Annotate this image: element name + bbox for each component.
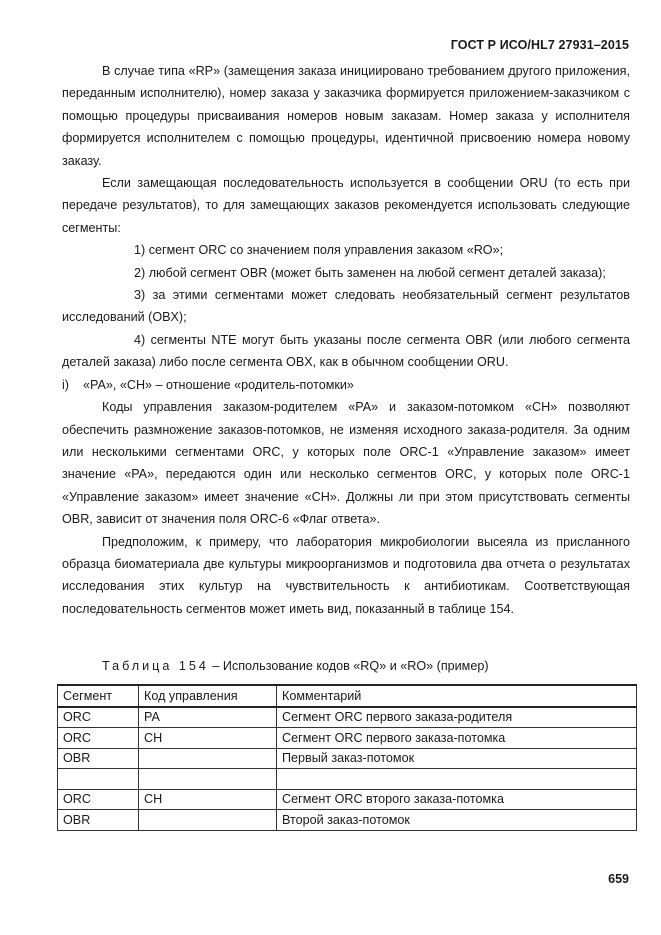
paragraph-rp: В случае типа «RP» (замещения заказа инициировано требованием другого приложения, переданным исполнителю), номер заказа у заказчика формируется приложением-заказчиком с помощью процедуры присваивания номеров новым заказам. Номер заказа у исполнителя формируется исполнителем с помощью процедуры, идентичной присвоению номера новому заказу. — [62, 64, 630, 168]
table-cell: ORC — [58, 707, 139, 728]
table-row — [58, 748, 637, 769]
table-cell: ORC — [58, 728, 139, 749]
paragraph-pa-ch: Коды управления заказом-родителем «PA» и заказом-потомком «CH» позволяют обеспечить размножение заказов-потомков, не изменяя исходного заказа-родителя. За одним или несколькими сегментами ORC, у которых поле ORC-1 «Управление заказом» имеет значение «PA», передаются один или несколько сегментов ORC, у которых поле ORC-1 «Управление заказом» имеет значение «CH». Должны ли при этом присутствовать сегменты OBR, зависит от значения поля ORC-6 «Флаг ответа». — [62, 400, 630, 527]
table-caption-label: Таблица 154 — [102, 659, 209, 673]
table-cell — [139, 748, 277, 769]
table-caption — [102, 659, 489, 673]
subsection-heading: i) «PA», «CH» – отношение «родитель-потомки» — [62, 377, 354, 392]
table-cell — [277, 769, 637, 790]
table-cell: PA — [139, 707, 277, 728]
header-control-code: Код управления — [139, 685, 277, 707]
list-item-1: 1) сегмент ORC со значением поля управления заказом «RO»; — [134, 243, 504, 258]
table-cell: Сегмент ORC первого заказа-родителя — [277, 707, 637, 728]
header-comment: Комментарий — [277, 685, 637, 707]
table-row — [58, 789, 637, 810]
table-cell: Сегмент ORC второго заказа-потомка — [277, 789, 637, 810]
table-cell: Сегмент ORC первого заказа-потомка — [277, 728, 637, 749]
table-cell — [139, 810, 277, 831]
table-row — [58, 707, 637, 728]
paragraph-example: Предположим, к примеру, что лаборатория микробиологии высеяла из присланного образца биоматериала две культуры микроорганизмов и подготовила два отчета о результатах исследования этих культур на чувствительность к антибиотикам. Соответствующая последовательность сегментов может иметь вид, показанный в таблице 154. — [62, 534, 630, 616]
header-segment: Сегмент — [58, 685, 139, 707]
list-item-3: 3) за этими сегментами может следовать необязательный сегмент результатов исследований (OBX); — [62, 288, 630, 325]
table-row — [58, 810, 637, 831]
table-cell — [139, 769, 277, 790]
table-row — [58, 728, 637, 749]
table-cell: Второй заказ-потомок — [277, 810, 637, 831]
body-text — [62, 60, 630, 620]
table-cell: CH — [139, 728, 277, 749]
table-row — [58, 769, 637, 790]
list-item-2: 2) любой сегмент OBR (может быть заменен на любой сегмент деталей заказа); — [134, 265, 606, 280]
table-header-row — [58, 685, 637, 707]
list-item-4: 4) сегменты NTE могут быть указаны после сегмента OBR (или любого сегмента деталей заказа) либо после сегмента OBX, как в обычном сообщении ORU. — [62, 332, 630, 370]
standard-header: ГОСТ Р ИСО/HL7 27931–2015 — [450, 38, 629, 52]
table-cell: ORC — [58, 789, 139, 810]
table-cell: OBR — [58, 810, 139, 831]
page-number: 659 — [608, 872, 629, 886]
table-cell: CH — [139, 789, 277, 810]
table-caption-text: – Использование кодов «RQ» и «RO» (пример) — [212, 659, 489, 673]
paragraph-oru: Если замещающая последовательность используется в сообщении ORU (то есть при передаче результатов), то для замещающих заказов рекомендуется использовать следующие сегменты: — [62, 176, 630, 235]
table-cell — [58, 769, 139, 790]
table-cell: OBR — [58, 748, 139, 769]
segment-table — [57, 684, 637, 831]
table-cell: Первый заказ-потомок — [277, 748, 637, 769]
